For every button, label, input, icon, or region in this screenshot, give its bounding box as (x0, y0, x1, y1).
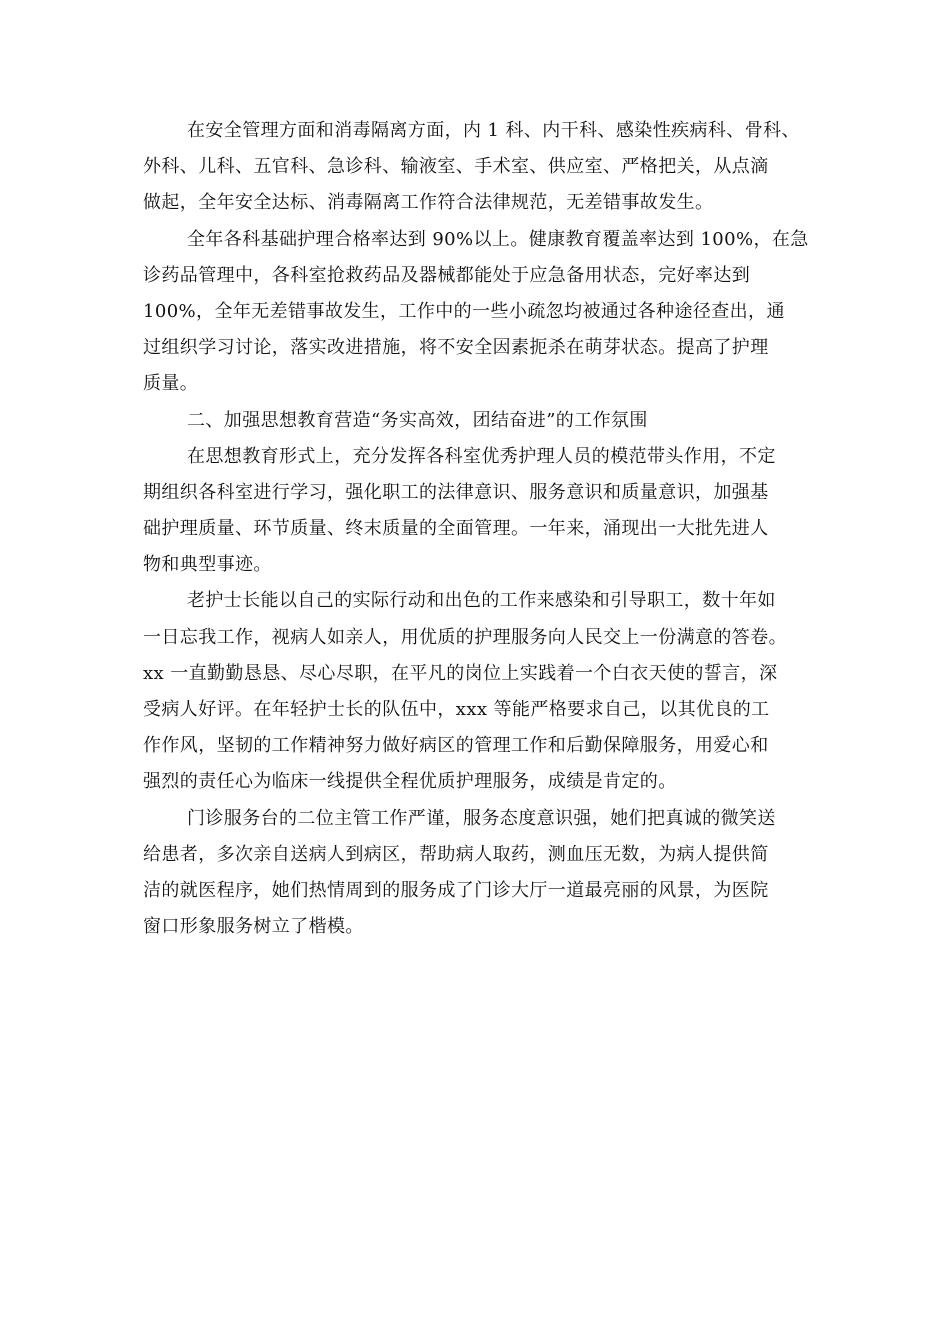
section-two-heading: 二、加强思想教育营造“务实高效，团结奋进”的工作氛围 (187, 409, 648, 431)
text-line: 过组织学习讨论，落实改进措施，将不安全因素扼杀在萌芽状态。提高了护理 (143, 337, 769, 359)
text-line: 在思想教育形式上，充分发挥各科室优秀护理人员的模范带头作用，不定 (187, 445, 776, 467)
text-line: 诊药品管理中，各科室抢救药品及器械都能处于应急备用状态，完好率达到 (143, 264, 751, 286)
text-line: 外科、儿科、五官科、急诊科、输液室、手术室、供应室、严格把关，从点滴 (143, 156, 769, 178)
text-line: 一日忘我工作，视病人如亲人，用优质的护理服务向人民交上一份满意的答卷。 (143, 626, 787, 648)
text-line: xx 一直勤勤恳恳、尽心尽职，在平凡的岗位上实践着一个白衣天使的誓言，深 (143, 662, 778, 684)
text-line: 础护理质量、环节质量、终末质量的全面管理。一年来，涌现出一大批先进人 (143, 518, 769, 540)
text-line: 窗口形象服务树立了楷模。 (143, 916, 364, 938)
paragraph-ideological-education (143, 439, 833, 584)
text-line: 给患者，多次亲自送病人到病区，帮助病人取药，测血压无数，为病人提供简 (143, 843, 769, 865)
text-line: 物和典型事迹。 (143, 554, 272, 576)
text-line: 在安全管理方面和消毒隔离方面，内 1 科、内干科、感染性疾病科、骨科、 (187, 120, 800, 141)
text-line: 全年各科基础护理合格率达到 90%以上。健康教育覆盖率达到 100%，在急 (187, 228, 809, 250)
paragraph-head-nurse (143, 583, 833, 800)
text-line: 受病人好评。在年轻护士长的队伍中，xxx 等能严格要求自己，以其优良的工 (143, 699, 770, 720)
text-line: 质量。 (143, 373, 199, 395)
text-line: 洁的就医程序，她们热情周到的服务成了门诊大厅一道最亮丽的风景，为医院 (143, 879, 769, 901)
text-line: 100%，全年无差错事故发生，工作中的一些小疏忽均被通过各种途径查出，通 (143, 300, 785, 322)
text-line: 期组织各科室进行学习，强化职工的法律意识、服务意识和质量意识，加强基 (143, 481, 769, 503)
text-line: 老护士长能以自己的实际行动和出色的工作来感染和引导职工，数十年如 (187, 590, 776, 612)
section-heading (143, 403, 833, 439)
text-line: 作作风，坚韧的工作精神努力做好病区的管理工作和后勤保障服务，用爱心和 (143, 735, 769, 757)
text-line: 门诊服务台的二位主管工作严谨，服务态度意识强，她们把真诚的微笑送 (187, 807, 776, 829)
text-line: 强烈的责任心为临床一线提供全程优质护理服务，成绩是肯定的。 (143, 771, 677, 793)
document-body (143, 113, 833, 945)
text-line: 做起，全年安全达标、消毒隔离工作符合法律规范，无差错事故发生。 (143, 192, 714, 214)
paragraph-basic-nursing (143, 222, 833, 403)
paragraph-safety-management (143, 113, 833, 222)
paragraph-outpatient-desk (143, 801, 833, 946)
